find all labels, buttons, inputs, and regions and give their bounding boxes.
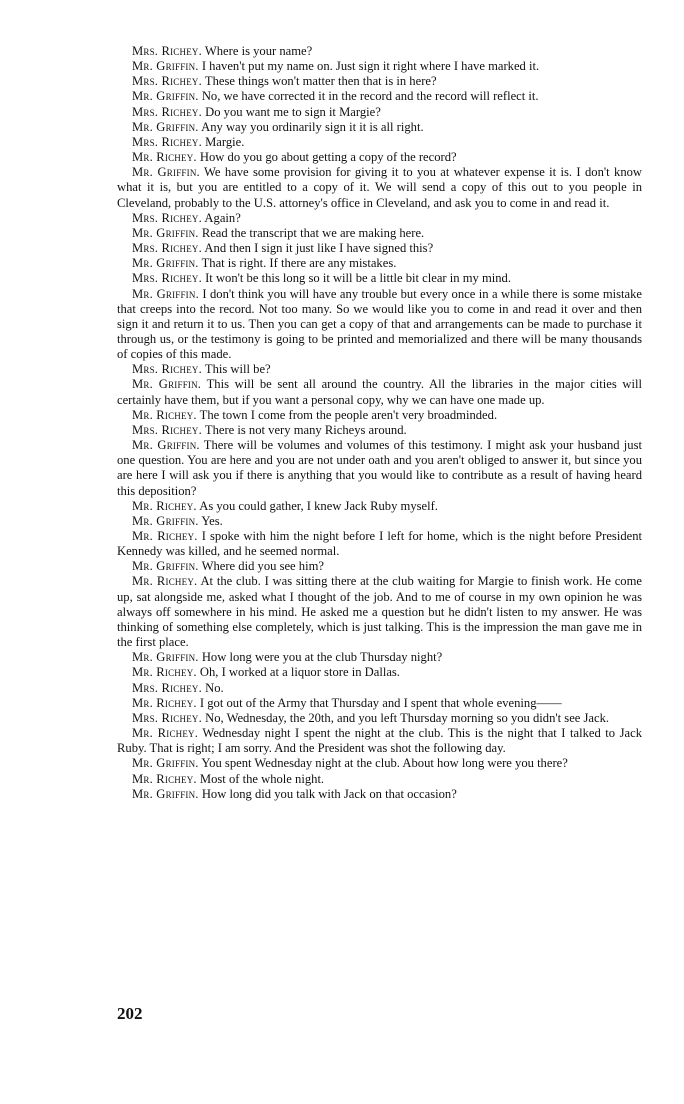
line-text: It won't be this long so it will be a little bit clear in my mind. (205, 271, 511, 286)
line-text: There is not very many Richeys around. (204, 422, 407, 437)
line-text: Do you want me to sign it Margie? (205, 104, 381, 119)
speaker-label: Mr. Griffin. (132, 225, 199, 240)
speaker-label: Mr. Griffin. (132, 756, 199, 771)
transcript-line (117, 650, 642, 665)
line-text: And then I sign it just like I have signed this? (204, 241, 434, 256)
line-text: That is right. If there are any mistakes. (201, 256, 397, 271)
transcript-body (117, 44, 642, 802)
transcript-line (117, 711, 642, 726)
line-text: Oh, I worked at a liquor store in Dallas. (199, 665, 400, 680)
transcript-line (117, 256, 642, 271)
transcript-line (117, 681, 642, 696)
transcript-line (117, 89, 642, 104)
transcript-line (117, 408, 642, 423)
transcript-line (117, 44, 642, 59)
line-text: No, Wednesday, the 20th, and you left Thursday morning so you didn't see Jack. (205, 710, 610, 725)
line-text: No, we have corrected it in the record and the record will reflect it. (201, 89, 539, 104)
line-text: As you could gather, I knew Jack Ruby myself. (199, 498, 438, 513)
line-text: These things won't matter then that is in here? (204, 74, 437, 89)
speaker-label: Mrs. Richey. (132, 362, 202, 377)
line-text: There will be volumes and volumes of this testimony. I might ask your husband just one question. You are here and you are not under oath and you aren't obliged to answer it, but since you are here I will ask you if there is anything that you would like to contribute as a result of having heard this deposition? (117, 438, 643, 498)
speaker-label: Mrs. Richey. (132, 210, 202, 225)
line-text: How long were you at the club Thursday night? (201, 650, 443, 665)
transcript-line (117, 423, 642, 438)
line-text: I haven't put my name on. Just sign it right where I have marked it. (201, 59, 540, 74)
transcript-line (117, 287, 642, 363)
line-text: This will be? (204, 362, 271, 377)
line-text: How do you go about getting a copy of the record? (199, 150, 457, 165)
line-text: Any way you ordinarily sign it it is all right. (201, 119, 424, 134)
transcript-line (117, 726, 642, 756)
line-text: I spoke with him the night before I left for home, which is the night before President Kennedy was killed, and he seemed normal. (117, 529, 642, 559)
speaker-label: Mr. Richey. (132, 498, 197, 513)
speaker-label: Mrs. Richey. (132, 271, 202, 286)
speaker-label: Mrs. Richey. (132, 241, 202, 256)
line-text: Where is your name? (204, 44, 313, 58)
transcript-line (117, 665, 642, 680)
transcript-line (117, 165, 642, 210)
line-text: Yes. (201, 513, 223, 528)
line-text: Where did you see him? (201, 559, 324, 574)
transcript-line (117, 499, 642, 514)
page-number: 202 (117, 1004, 143, 1023)
transcript-line (117, 362, 642, 377)
line-text: Again? (204, 210, 241, 225)
transcript-line (117, 696, 642, 711)
transcript-line (117, 529, 642, 559)
speaker-label: Mrs. Richey. (132, 710, 202, 725)
speaker-label: Mrs. Richey. (132, 134, 202, 149)
speaker-label: Mr. Richey. (132, 726, 199, 741)
transcript-line (117, 271, 642, 286)
transcript-line (117, 772, 642, 787)
line-text: Most of the whole night. (199, 771, 325, 786)
speaker-label: Mr. Richey. (132, 529, 198, 543)
transcript-line (117, 574, 642, 650)
transcript-line (117, 211, 642, 226)
transcript-line (117, 377, 642, 407)
transcript-line (117, 241, 642, 256)
line-text: I got out of the Army that Thursday and I spent that whole evening—— (199, 695, 562, 710)
line-text: At the club. I was sitting there at the club waiting for Margie to finish work. He come up, sat alongside me, asked what I thought of the job. And to me of course in my own opinion he was always off somewhere in his mind. He asked me a question but he didn't listen to my answer. He was thinking of something else completely, which is just talking. This is the impression the man gave me in the first place. (117, 574, 642, 650)
transcript-line (117, 438, 642, 499)
speaker-label: Mr. Richey. (132, 150, 197, 165)
line-text: How long did you talk with Jack on that occasion? (201, 786, 457, 801)
speaker-label: Mr. Richey. (132, 695, 197, 710)
speaker-label: Mr. Griffin. (132, 650, 199, 665)
line-text: I don't think you will have any trouble but every once in a while there is some mistake that creeps into the record. Not too many. So we would like you to come in and read it over and then sign it and return it to us. Then you can get a copy of that and arrangements can be made to purchase it through us, or the testimony is going to be printed and memorialized and there will be many thousands of copies of this made. (117, 286, 642, 362)
speaker-label: Mr. Griffin. (132, 559, 199, 574)
transcript-line (117, 787, 642, 802)
speaker-label: Mr. Griffin. (132, 786, 199, 801)
transcript-line (117, 74, 642, 89)
line-text: We have some provision for giving it to you at whatever expense it is. I don't know what it is, but you are entitled to a copy of it. We will send a copy of this out to you people in Cleveland, probably to the U.S. attorney's office in Cleveland, and ask you to come in and read it. (117, 165, 643, 210)
speaker-label: Mrs. Richey. (132, 44, 202, 58)
transcript-line (117, 135, 642, 150)
speaker-label: Mr. Griffin. (132, 438, 200, 453)
speaker-label: Mr. Griffin. (132, 256, 199, 271)
transcript-line (117, 59, 642, 74)
transcript-line (117, 559, 642, 574)
speaker-label: Mrs. Richey. (132, 422, 202, 437)
speaker-label: Mr. Richey. (132, 574, 198, 589)
transcript-line (117, 105, 642, 120)
line-text: You spent Wednesday night at the club. About how long were you there? (201, 756, 568, 771)
transcript-line (117, 120, 642, 135)
speaker-label: Mr. Griffin. (132, 165, 200, 180)
transcript-line (117, 226, 642, 241)
speaker-label: Mr. Griffin. (132, 119, 199, 134)
speaker-label: Mrs. Richey. (132, 104, 202, 119)
line-text: Wednesday night I spent the night at the club. This is the night that I talked to Jack Ruby. That is right; I am sorry. And the President was shot the following day. (117, 726, 642, 756)
line-text: This will be sent all around the country. All the libraries in the major cities will certainly have them, but if you want a personal copy, why we can have one made up. (117, 377, 642, 407)
line-text: No. (205, 680, 224, 695)
line-text: Margie. (205, 134, 245, 149)
transcript-line (117, 150, 642, 165)
speaker-label: Mr. Richey. (132, 771, 197, 786)
speaker-label: Mr. Richey. (132, 665, 197, 680)
line-text: The town I come from the people aren't very broadminded. (199, 407, 498, 422)
speaker-label: Mr. Griffin. (132, 377, 202, 392)
transcript-line (117, 514, 642, 529)
speaker-label: Mrs. Richey. (132, 74, 202, 89)
line-text: Read the transcript that we are making here. (201, 225, 425, 240)
speaker-label: Mr. Griffin. (132, 59, 199, 74)
speaker-label: Mr. Richey. (132, 407, 197, 422)
speaker-label: Mr. Griffin. (132, 513, 199, 528)
speaker-label: Mr. Griffin. (132, 89, 199, 104)
transcript-line (117, 756, 642, 771)
speaker-label: Mr. Griffin. (132, 286, 199, 301)
speaker-label: Mrs. Richey. (132, 680, 202, 695)
